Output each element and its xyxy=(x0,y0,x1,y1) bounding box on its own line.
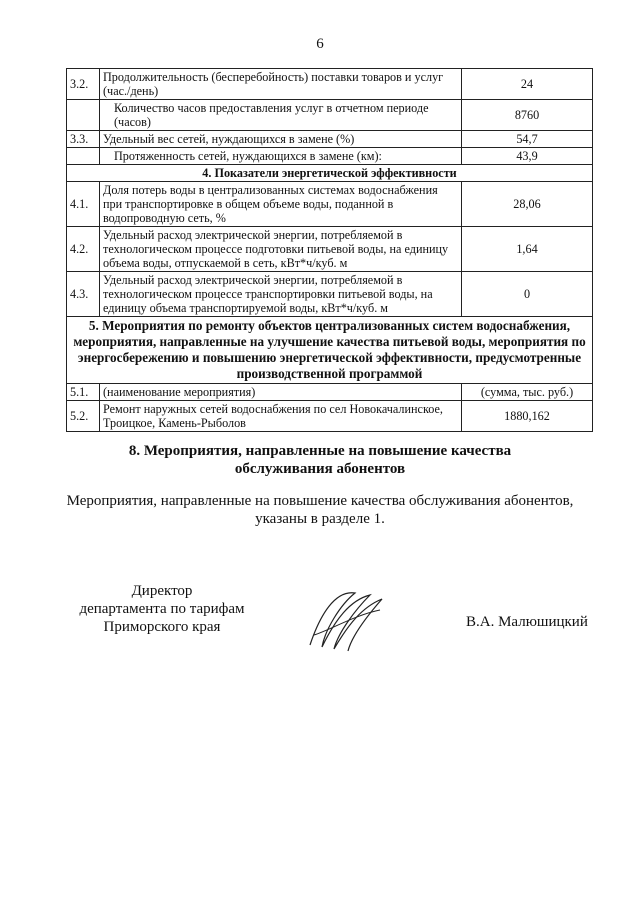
row-value: 0 xyxy=(462,272,593,317)
row-value: 1880,162 xyxy=(462,401,593,432)
section-heading: 8. Мероприятия, направленные на повышение качества обслуживания абонентов xyxy=(128,443,512,477)
table-section-row xyxy=(67,165,593,182)
row-value: 8760 xyxy=(462,100,593,131)
table-row xyxy=(67,401,593,432)
section-body-text: Мероприятия, направленные на повышение качества обслуживания абонентов, указаны в разделе 1. xyxy=(66,493,574,527)
row-value: 28,06 xyxy=(462,182,593,227)
table-row xyxy=(67,100,593,131)
row-number xyxy=(67,148,100,165)
table-row xyxy=(67,69,593,100)
section-title: 4. Показатели энергетической эффективности xyxy=(67,165,593,182)
row-number: 4.3. xyxy=(67,272,100,317)
row-number: 3.3. xyxy=(67,131,100,148)
signatory-name: В.А. Малюшицкий xyxy=(466,614,588,630)
row-description: Удельный расход электрической энергии, потребляемой в технологическом процессе подготовки питьевой воды, на единицу объема воды, отпускаемой в сеть, кВт*ч/куб. м xyxy=(100,227,462,272)
row-value: (сумма, тыс. руб.) xyxy=(462,384,593,401)
indicators-table-body xyxy=(67,69,593,432)
row-value: 24 xyxy=(462,69,593,100)
section-title: 5. Мероприятия по ремонту объектов централизованных систем водоснабжения, мероприятия, направленные на улучшение качества питьевой воды, мероприятия по энергосбережению и повышению энергетической эффективности, предусмотренные производственной программой xyxy=(67,317,593,384)
signatory-title-line: департамента по тарифам xyxy=(79,601,245,617)
row-number: 5.2. xyxy=(67,401,100,432)
row-description: Доля потерь воды в централизованных системах водоснабжения при транспортировке в общем объеме воды, поданной в водопроводную сеть, % xyxy=(100,182,462,227)
row-description: (наименование мероприятия) xyxy=(100,384,462,401)
row-number: 4.2. xyxy=(67,227,100,272)
row-description: Количество часов предоставления услуг в отчетном периоде (часов) xyxy=(100,100,462,131)
table-row xyxy=(67,272,593,317)
table-section-row xyxy=(67,317,593,384)
row-number: 3.2. xyxy=(67,69,100,100)
row-description: Удельный вес сетей, нуждающихся в замене (%) xyxy=(100,131,462,148)
row-number: 5.1. xyxy=(67,384,100,401)
row-description: Ремонт наружных сетей водоснабжения по сел Новокачалинское, Троицкое, Камень-Рыболов xyxy=(100,401,462,432)
table-row xyxy=(67,384,593,401)
signatory-title xyxy=(62,582,262,636)
table-row xyxy=(67,182,593,227)
row-description: Удельный расход электрической энергии, потребляемой в технологическом процессе транспортировки питьевой воды, на единицу объема транспортируемой воды, кВт*ч/куб. м xyxy=(100,272,462,317)
handwritten-signature xyxy=(300,585,390,655)
table-row xyxy=(67,131,593,148)
row-number xyxy=(67,100,100,131)
row-value: 1,64 xyxy=(462,227,593,272)
row-value: 54,7 xyxy=(462,131,593,148)
table-row xyxy=(67,227,593,272)
row-description: Протяженность сетей, нуждающихся в замене (км): xyxy=(100,148,462,165)
row-description: Продолжительность (бесперебойность) поставки товаров и услуг (час./день) xyxy=(100,69,462,100)
indicators-table xyxy=(66,68,593,432)
signatory-title-line: Директор xyxy=(131,583,193,599)
page-number: 6 xyxy=(316,36,324,52)
row-number: 4.1. xyxy=(67,182,100,227)
signatory-title-line: Приморского края xyxy=(103,619,221,635)
row-value: 43,9 xyxy=(462,148,593,165)
table-row xyxy=(67,148,593,165)
